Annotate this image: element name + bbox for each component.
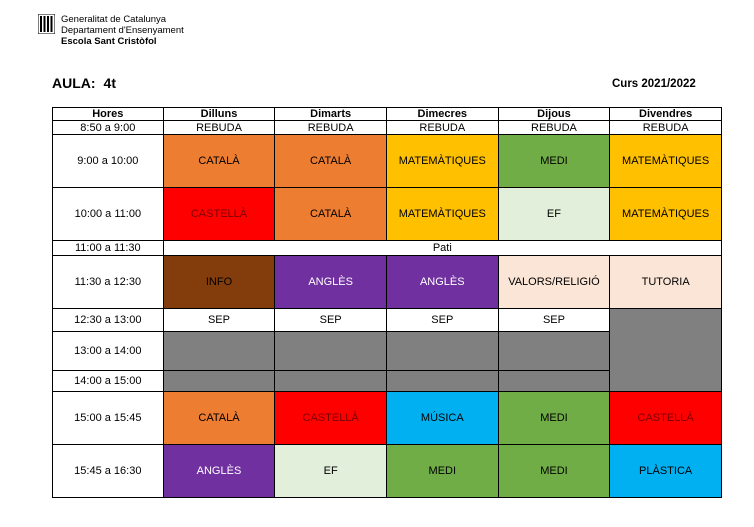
time-cell: 8:50 a 9:00	[53, 121, 164, 135]
cell-rebuda: REBUDA	[498, 121, 610, 135]
cell-angles: ANGLÈS	[275, 256, 387, 309]
cell-sep: SEP	[275, 309, 387, 332]
cell-catala: CATALÀ	[163, 392, 275, 445]
cell-medi: MEDI	[498, 135, 610, 188]
table-row	[53, 188, 722, 241]
cell-grey	[163, 371, 275, 392]
cell-castella: CASTELLÀ	[610, 392, 722, 445]
time-cell: 9:00 a 10:00	[53, 135, 164, 188]
org-line1: Generalitat de Catalunya	[61, 14, 167, 25]
cell-mates: MATEMÀTIQUES	[610, 188, 722, 241]
col-header-dilluns: Dilluns	[163, 108, 275, 121]
table-row	[53, 392, 722, 445]
cell-grey	[386, 332, 498, 371]
time-cell: 10:00 a 11:00	[53, 188, 164, 241]
cell-grey-block	[610, 309, 722, 392]
cell-grey	[386, 371, 498, 392]
time-cell: 13:00 a 14:00	[53, 332, 164, 371]
cell-ef: EF	[275, 445, 387, 498]
cell-medi: MEDI	[498, 445, 610, 498]
time-cell: 12:30 a 13:00	[53, 309, 164, 332]
time-cell: 11:30 a 12:30	[53, 256, 164, 309]
cell-mates: MATEMÀTIQUES	[386, 135, 498, 188]
table-row	[53, 121, 722, 135]
header	[38, 14, 184, 47]
cell-mates: MATEMÀTIQUES	[386, 188, 498, 241]
cell-rebuda: REBUDA	[610, 121, 722, 135]
aula-value: 4t	[103, 75, 116, 91]
time-cell: 14:00 a 15:00	[53, 371, 164, 392]
table-row	[53, 135, 722, 188]
school-year: Curs 2021/2022	[612, 78, 696, 90]
org-line2: Departament d'Ensenyament	[61, 25, 184, 36]
cell-angles: ANGLÈS	[163, 445, 275, 498]
cell-mates: MATEMÀTIQUES	[610, 135, 722, 188]
cell-grey	[498, 332, 610, 371]
col-header-hores: Hores	[53, 108, 164, 121]
table-row	[53, 309, 722, 332]
cell-valors: VALORS/RELIGIÓ	[498, 256, 610, 309]
col-header-dimecres: Dimecres	[386, 108, 498, 121]
aula-label: AULA:	[52, 75, 96, 91]
cell-castella: CASTELLÀ	[275, 392, 387, 445]
cell-rebuda: REBUDA	[386, 121, 498, 135]
col-header-divendres: Divendres	[610, 108, 722, 121]
cell-tutoria: TUTORIA	[610, 256, 722, 309]
cell-medi: MEDI	[386, 445, 498, 498]
cell-grey	[498, 371, 610, 392]
cell-medi: MEDI	[498, 392, 610, 445]
cell-musica: MÚSICA	[386, 392, 498, 445]
time-cell: 15:00 a 15:45	[53, 392, 164, 445]
table-row	[53, 256, 722, 309]
cell-grey	[275, 371, 387, 392]
cell-catala: CATALÀ	[275, 188, 387, 241]
time-cell: 15:45 a 16:30	[53, 445, 164, 498]
cell-sep: SEP	[498, 309, 610, 332]
cell-pati: Pati	[163, 241, 721, 256]
cell-ef: EF	[498, 188, 610, 241]
org-block	[61, 14, 184, 47]
col-header-dimarts: Dimarts	[275, 108, 387, 121]
cell-catala: CATALÀ	[163, 135, 275, 188]
cell-angles: ANGLÈS	[386, 256, 498, 309]
table-row	[53, 445, 722, 498]
cell-castella: CASTELLÀ	[163, 188, 275, 241]
cell-rebuda: REBUDA	[163, 121, 275, 135]
school-name: Escola Sant Cristòfol	[61, 36, 157, 47]
schedule-table	[52, 107, 722, 498]
aula-title	[52, 75, 116, 91]
time-cell: 11:00 a 11:30	[53, 241, 164, 256]
col-header-dijous: Dijous	[498, 108, 610, 121]
cell-sep: SEP	[386, 309, 498, 332]
table-row	[53, 241, 722, 256]
cell-grey	[163, 332, 275, 371]
generalitat-logo-icon	[38, 14, 55, 34]
cell-info: INFO	[163, 256, 275, 309]
cell-sep: SEP	[163, 309, 275, 332]
cell-rebuda: REBUDA	[275, 121, 387, 135]
cell-grey	[275, 332, 387, 371]
cell-catala: CATALÀ	[275, 135, 387, 188]
header-row	[53, 108, 722, 121]
cell-plastica: PLÀSTICA	[610, 445, 722, 498]
